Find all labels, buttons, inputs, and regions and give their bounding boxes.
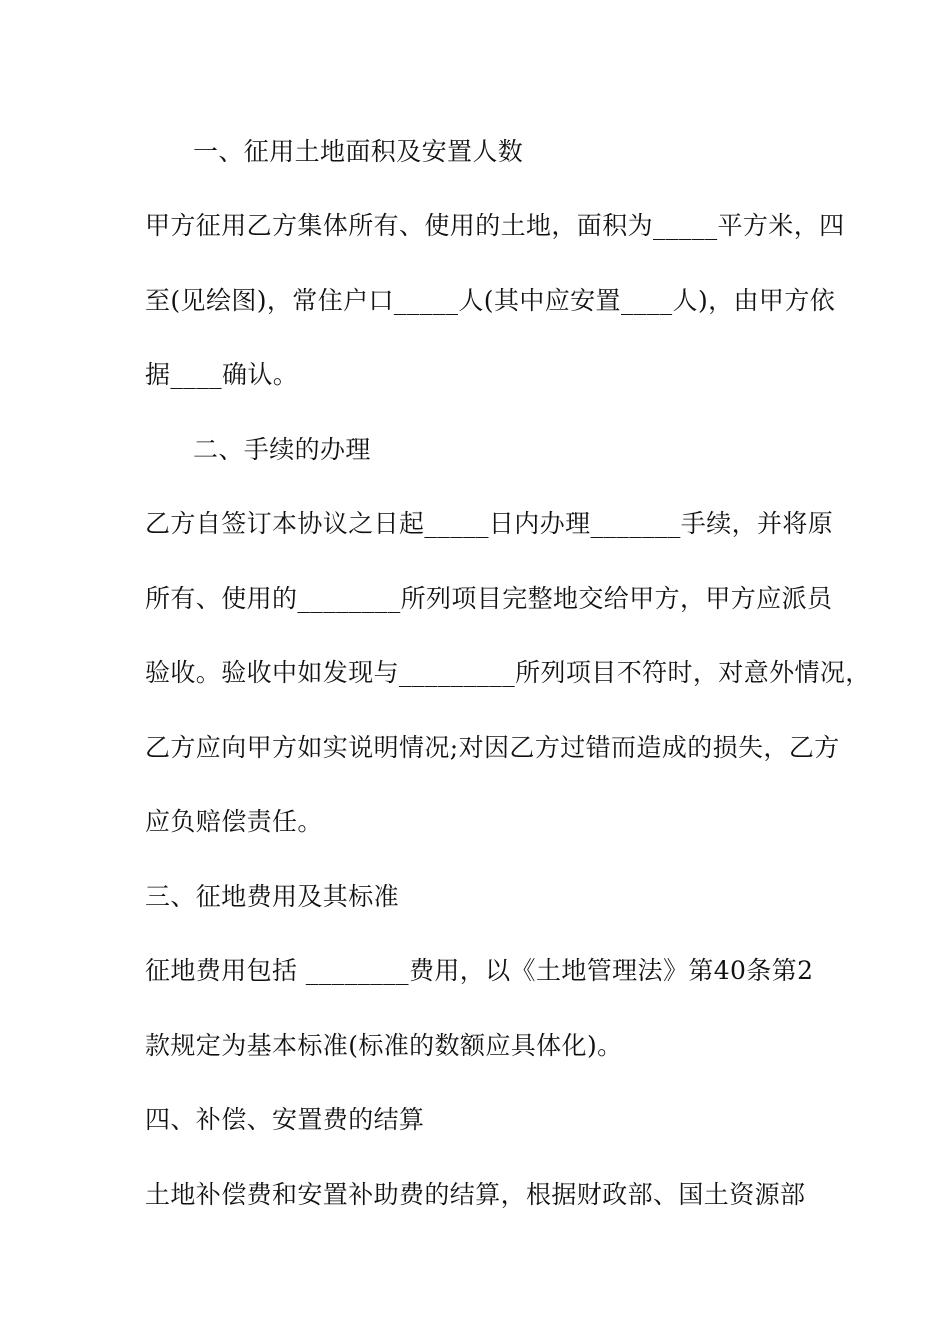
paragraph-line: 验收。验收中如发现与_________所列项目不符时，对意外情况， <box>145 658 871 687</box>
paragraph-line: 所有、使用的________所列项目完整地交给甲方，甲方应派员 <box>145 584 833 613</box>
paragraph-line: 乙方自签订本协议之日起_____日内办理_______手续，并将原 <box>145 509 834 538</box>
section-heading-3: 三、征地费用及其标准 <box>145 882 400 911</box>
paragraph-line: 应负赔偿责任。 <box>145 807 323 836</box>
section-heading-2: 二、手续的办理 <box>193 435 371 464</box>
paragraph-line: 征地费用包括 ________费用，以《土地管理法》第40条第2 <box>145 956 814 985</box>
paragraph-line: 款规定为基本标准(标准的数额应具体化)。 <box>145 1031 623 1060</box>
section-heading-4: 四、补偿、安置费的结算 <box>145 1105 425 1134</box>
paragraph-line: 据____确认。 <box>145 360 299 389</box>
paragraph-line: 乙方应向甲方如实说明情况;对因乙方过错而造成的损失，乙方 <box>145 733 840 762</box>
paragraph-line: 甲方征用乙方集体所有、使用的土地，面积为_____平方米，四 <box>145 211 845 240</box>
section-heading-1: 一、征用土地面积及安置人数 <box>193 137 524 166</box>
paragraph-line: 土地补偿费和安置补助费的结算，根据财政部、国土资源部 <box>145 1180 806 1209</box>
paragraph-line: 至(见绘图)，常住户口_____人(其中应安置____人)，由甲方依 <box>145 286 836 315</box>
